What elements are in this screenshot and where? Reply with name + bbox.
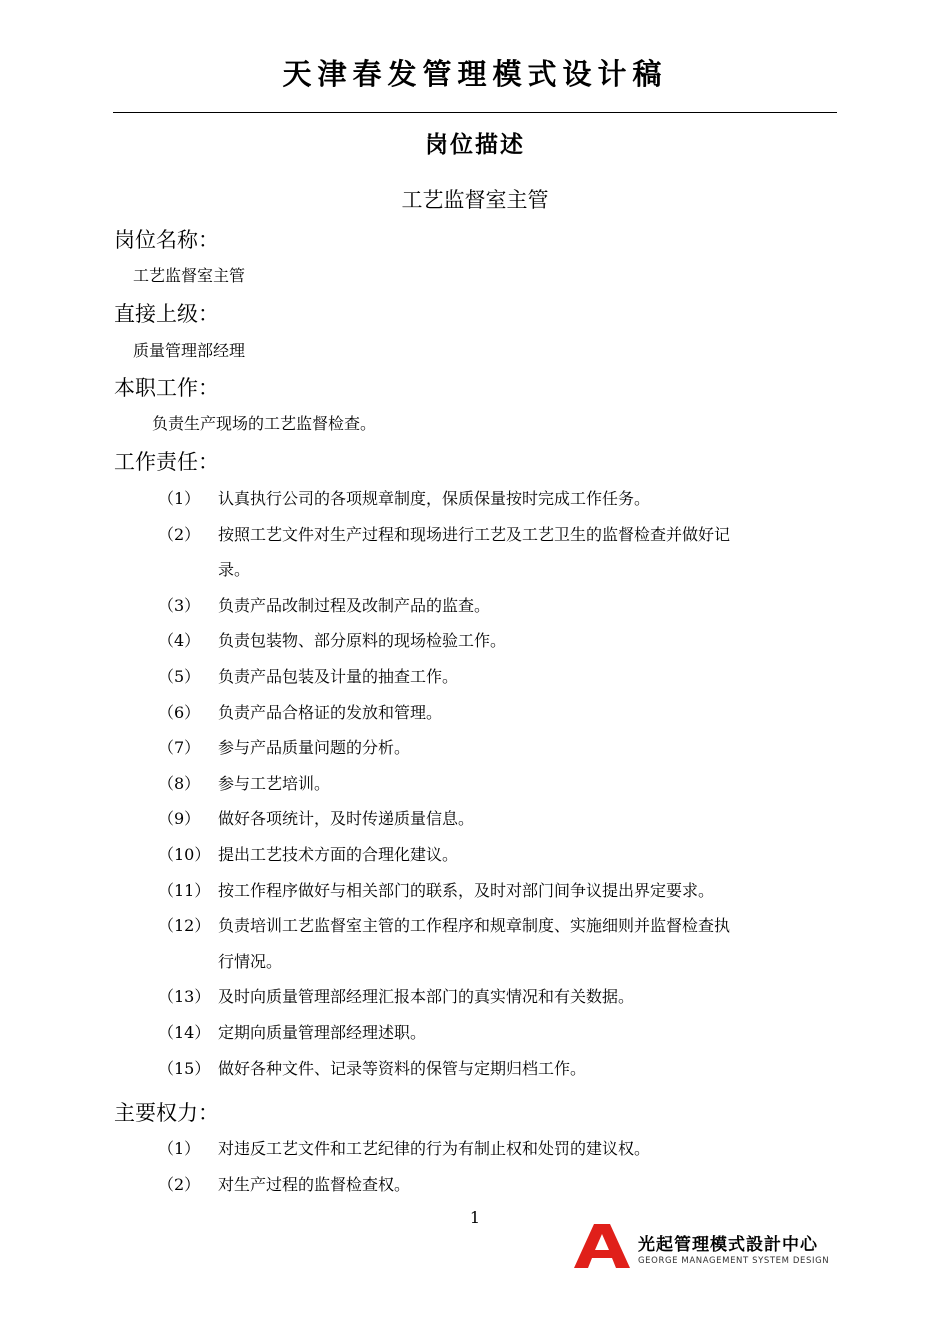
responsibility-item-number: （5） (158, 667, 201, 686)
document-title: 岗位描述 (425, 132, 525, 158)
responsibility-item-number: （11） (158, 880, 211, 900)
responsibility-item-text: 做好各种文件、记录等资料的保管与定期归档工作。 (218, 1058, 587, 1078)
responsibility-item-text: 负责产品合格证的发放和管理。 (218, 702, 443, 722)
responsibility-item-number: （12） (158, 916, 211, 936)
responsibility-item-number: （15） (158, 1058, 211, 1078)
responsibility-item-text: 按工作程序做好与相关部门的联系，及时对部门间争议提出界定要求。 (218, 880, 715, 900)
responsibility-item-number: （4） (158, 631, 201, 651)
responsibility-item-number: （8） (158, 773, 201, 793)
responsibilities-heading: 工作责任： (114, 450, 219, 474)
responsibility-item-text: 定期向质量管理部经理述职。 (218, 1023, 427, 1042)
authority-item-number: （1） (158, 1139, 201, 1158)
responsibility-item-number: （7） (158, 738, 201, 758)
responsibility-item-text: 负责产品包装及计量的抽查工作。 (218, 667, 459, 686)
responsibility-item-number: （9） (158, 809, 201, 829)
responsibility-item-number: （2） (158, 524, 201, 544)
authority-item-number: （2） (158, 1175, 201, 1194)
header-title: 天津春发管理模式设计稿 (282, 57, 668, 91)
authority-item-text: 对违反工艺文件和工艺纪律的行为有制止权和处罚的建议权。 (218, 1139, 651, 1158)
responsibility-item-text: 及时向质量管理部经理汇报本部门的真实情况和有关数据。 (218, 987, 635, 1007)
core-work-heading: 本职工作： (114, 376, 219, 400)
direct-superior-value: 质量管理部经理 (133, 341, 246, 360)
responsibility-item-text: 参与工艺培训。 (218, 773, 331, 793)
responsibility-item-text: 负责产品改制过程及改制产品的监查。 (218, 595, 491, 615)
logo-a-mark-icon (574, 1224, 630, 1268)
logo-english-text: GEORGE MANAGEMENT SYSTEM DESIGN (638, 1256, 830, 1266)
header-divider (113, 112, 837, 113)
document-subtitle: 工艺监督室主管 (401, 188, 549, 212)
logo-chinese-text: 光起管理模式設計中心 (638, 1235, 818, 1255)
authority-item-text: 对生产过程的监督检查权。 (218, 1175, 411, 1194)
responsibility-item-text: 录。 (218, 560, 251, 580)
page-number: 1 (469, 1208, 481, 1227)
direct-superior-heading: 直接上级： (114, 302, 219, 326)
position-name-heading: 岗位名称： (114, 228, 219, 252)
core-work-value: 负责生产现场的工艺监督检查。 (152, 414, 377, 433)
responsibility-item-number: （14） (158, 1023, 211, 1042)
responsibility-item-text: 按照工艺文件对生产过程和现场进行工艺及工艺卫生的监督检查并做好记 (218, 524, 731, 544)
authority-heading: 主要权力： (114, 1101, 219, 1125)
responsibility-item-text: 负责包装物、部分原料的现场检验工作。 (218, 631, 507, 651)
responsibility-item-number: （1） (158, 489, 201, 508)
responsibility-item-text: 行情况。 (218, 951, 283, 971)
responsibility-item-text: 参与产品质量问题的分析。 (218, 738, 411, 758)
position-name-value: 工艺监督室主管 (133, 266, 246, 285)
responsibility-item-text: 提出工艺技术方面的合理化建议。 (218, 845, 459, 864)
responsibility-item-number: （6） (158, 702, 201, 722)
responsibility-item-text: 做好各项统计，及时传递质量信息。 (218, 809, 475, 829)
responsibility-item-text: 认真执行公司的各项规章制度，保质保量按时完成工作任务。 (218, 489, 651, 508)
company-logo (574, 1224, 844, 1272)
responsibility-item-number: （3） (158, 595, 201, 615)
responsibility-item-number: （10） (158, 845, 211, 864)
responsibility-item-text: 负责培训工艺监督室主管的工作程序和规章制度、实施细则并监督检查执 (218, 916, 731, 936)
responsibility-item-number: （13） (158, 987, 211, 1007)
